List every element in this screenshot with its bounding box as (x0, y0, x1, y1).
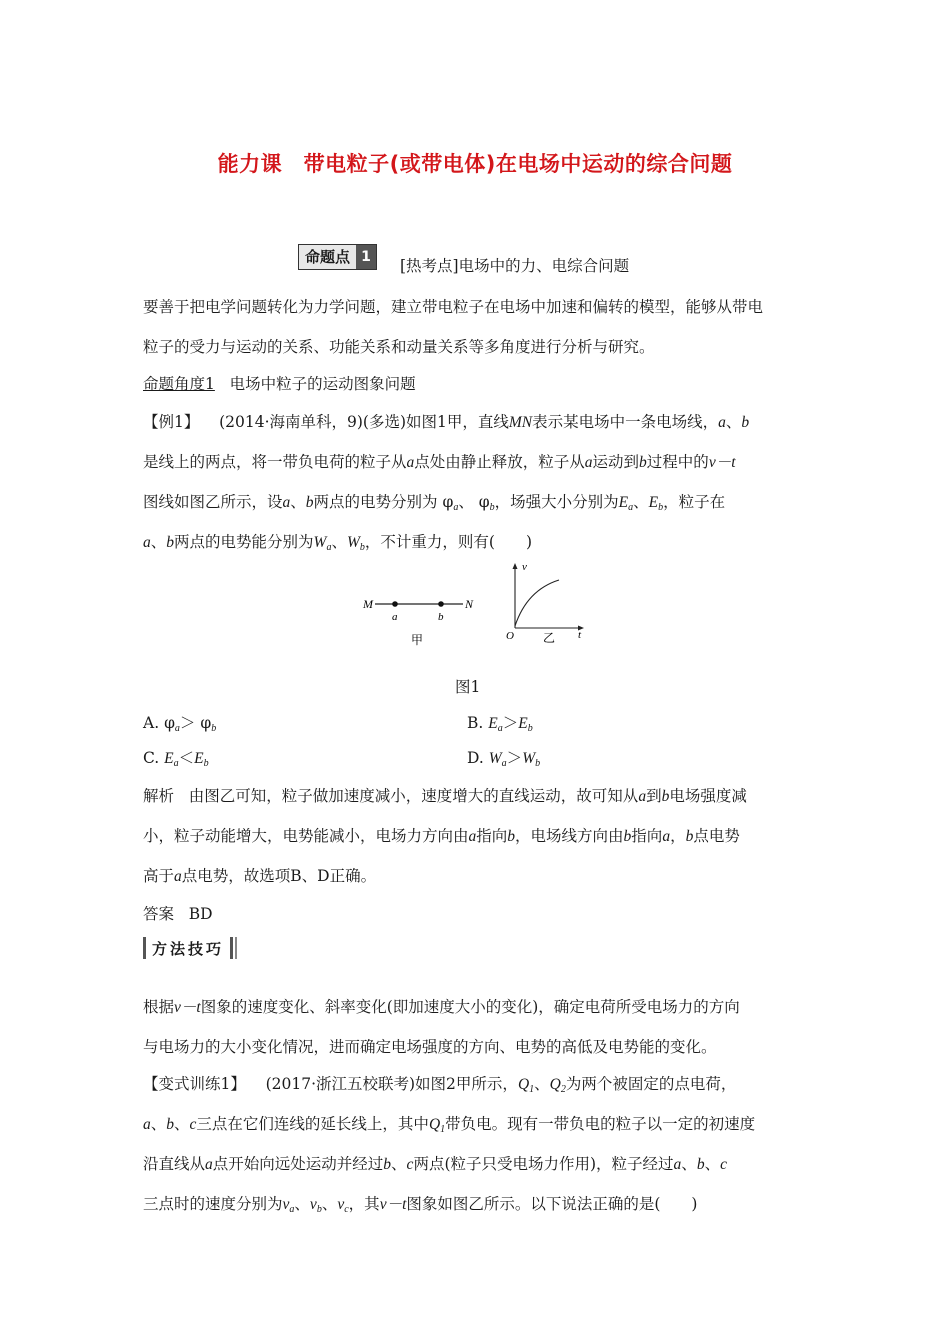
figure-caption: 图1 (455, 678, 481, 696)
analysis-line-1: 解析 由图乙可知，粒子做加速度减小，速度增大的直线运动，故可知从a到b电场强度减 (143, 787, 747, 805)
analysis-line-2: 小，粒子动能增大，电势能减小，电场力方向由a指向b，电场线方向由b指向a，b点电势 (143, 827, 740, 845)
page-title: 能力课 带电粒子(或带电体)在电场中运动的综合问题 (217, 152, 733, 176)
method-bar-right-2 (235, 937, 237, 959)
label-jia: 甲 (411, 633, 424, 647)
v-axis-arrow (513, 563, 518, 569)
option-d[interactable]: D. $W_a>W_b$ (467, 749, 541, 769)
label-b: b (438, 611, 444, 623)
label-t: t (578, 629, 582, 641)
angle-text: 电场中粒子的运动图象问题 (229, 375, 416, 393)
variant-line-3: 沿直线从a点开始向远处运动并经过b、c两点(粒子只受电场力作用)，粒子经过a、b、c (143, 1155, 727, 1173)
vt-curve (515, 580, 559, 626)
intro-line-1: 要善于把电学问题转化为力学问题，建立带电粒子在电场中加速和偏转的模型，能够从带电 (143, 298, 764, 316)
section-tag-number: 1 (356, 245, 376, 269)
option-a[interactable]: A. $\varphi_a> \varphi_b$ (143, 714, 217, 734)
analysis-line-3: 高于a点电势，故选项B、D正确。 (143, 867, 377, 885)
method-header (143, 935, 237, 961)
example-line-1: 【例1】 (2014·海南单科，9)(多选)如图1甲，直线MN表示某电场中一条电场线，a、b (143, 413, 750, 431)
section-tag-label: 命题点 (299, 245, 356, 269)
option-c[interactable]: C. $E_a<E_b$ (143, 749, 209, 769)
point-b (438, 601, 444, 607)
method-title: 方法技巧 (152, 939, 225, 958)
method-line-2: 与电场力的大小变化情况，进而确定电场强度的方向、电势的高低及电势能的变化。 (143, 1038, 717, 1056)
label-v: v (522, 561, 527, 573)
intro-line-2: 粒子的受力与运动的关系、功能关系和动量关系等多角度进行分析与研究。 (143, 338, 655, 356)
label-a: a (392, 611, 398, 623)
variant-line-4: 三点时的速度分别为$v_a$、$v_b$、$v_c$，其v－t图象如图乙所示。以下说法正确的是( ) (143, 1195, 698, 1215)
option-b[interactable]: B. $E_a>E_b$ (467, 714, 533, 734)
label-O: O (506, 630, 514, 642)
example-line-2: 是线上的两点，将一带负电荷的粒子从a点处由静止释放，粒子从a运动到b过程中的v－t (143, 453, 736, 471)
figure-1 (355, 560, 595, 655)
angle-label: 命题角度1 (143, 375, 215, 393)
figure-right-graph (506, 561, 584, 645)
label-N: N (465, 597, 474, 611)
example-line-3: 图线如图乙所示，设a、b两点的电势分别为 $\varphi_a$、 $\varphi_b$，场强大小分别为$E_a$、$E_b$，粒子在 (143, 493, 726, 513)
label-M: M (363, 597, 373, 611)
example-line-4: a、b两点的电势能分别为$W_a$、$W_b$，不计重力，则有( ) (143, 533, 532, 553)
method-bar-right (230, 937, 233, 959)
figure-left-diagram (362, 597, 474, 647)
variant-line-2: a、b、c三点在它们连线的延长线上，其中$Q_1$带负电。现有一带负电的粒子以一定的初速度 (143, 1115, 756, 1135)
point-a (392, 601, 398, 607)
label-yi: 乙 (543, 631, 556, 645)
section-tag (298, 244, 377, 270)
method-line-1: 根据v－t图象的速度变化、斜率变化(即加速度大小的变化)，确定电荷所受电场力的方向 (143, 998, 740, 1016)
section-heading: [热考点]电场中的力、电综合问题 (400, 257, 630, 275)
angle-heading (143, 374, 416, 394)
variant-line-1: 【变式训练1】 (2017·浙江五校联考)如图2甲所示，$Q_1$、$Q_2$为两个被固定的点电荷， (143, 1075, 737, 1095)
answer: 答案 BD (143, 905, 213, 923)
